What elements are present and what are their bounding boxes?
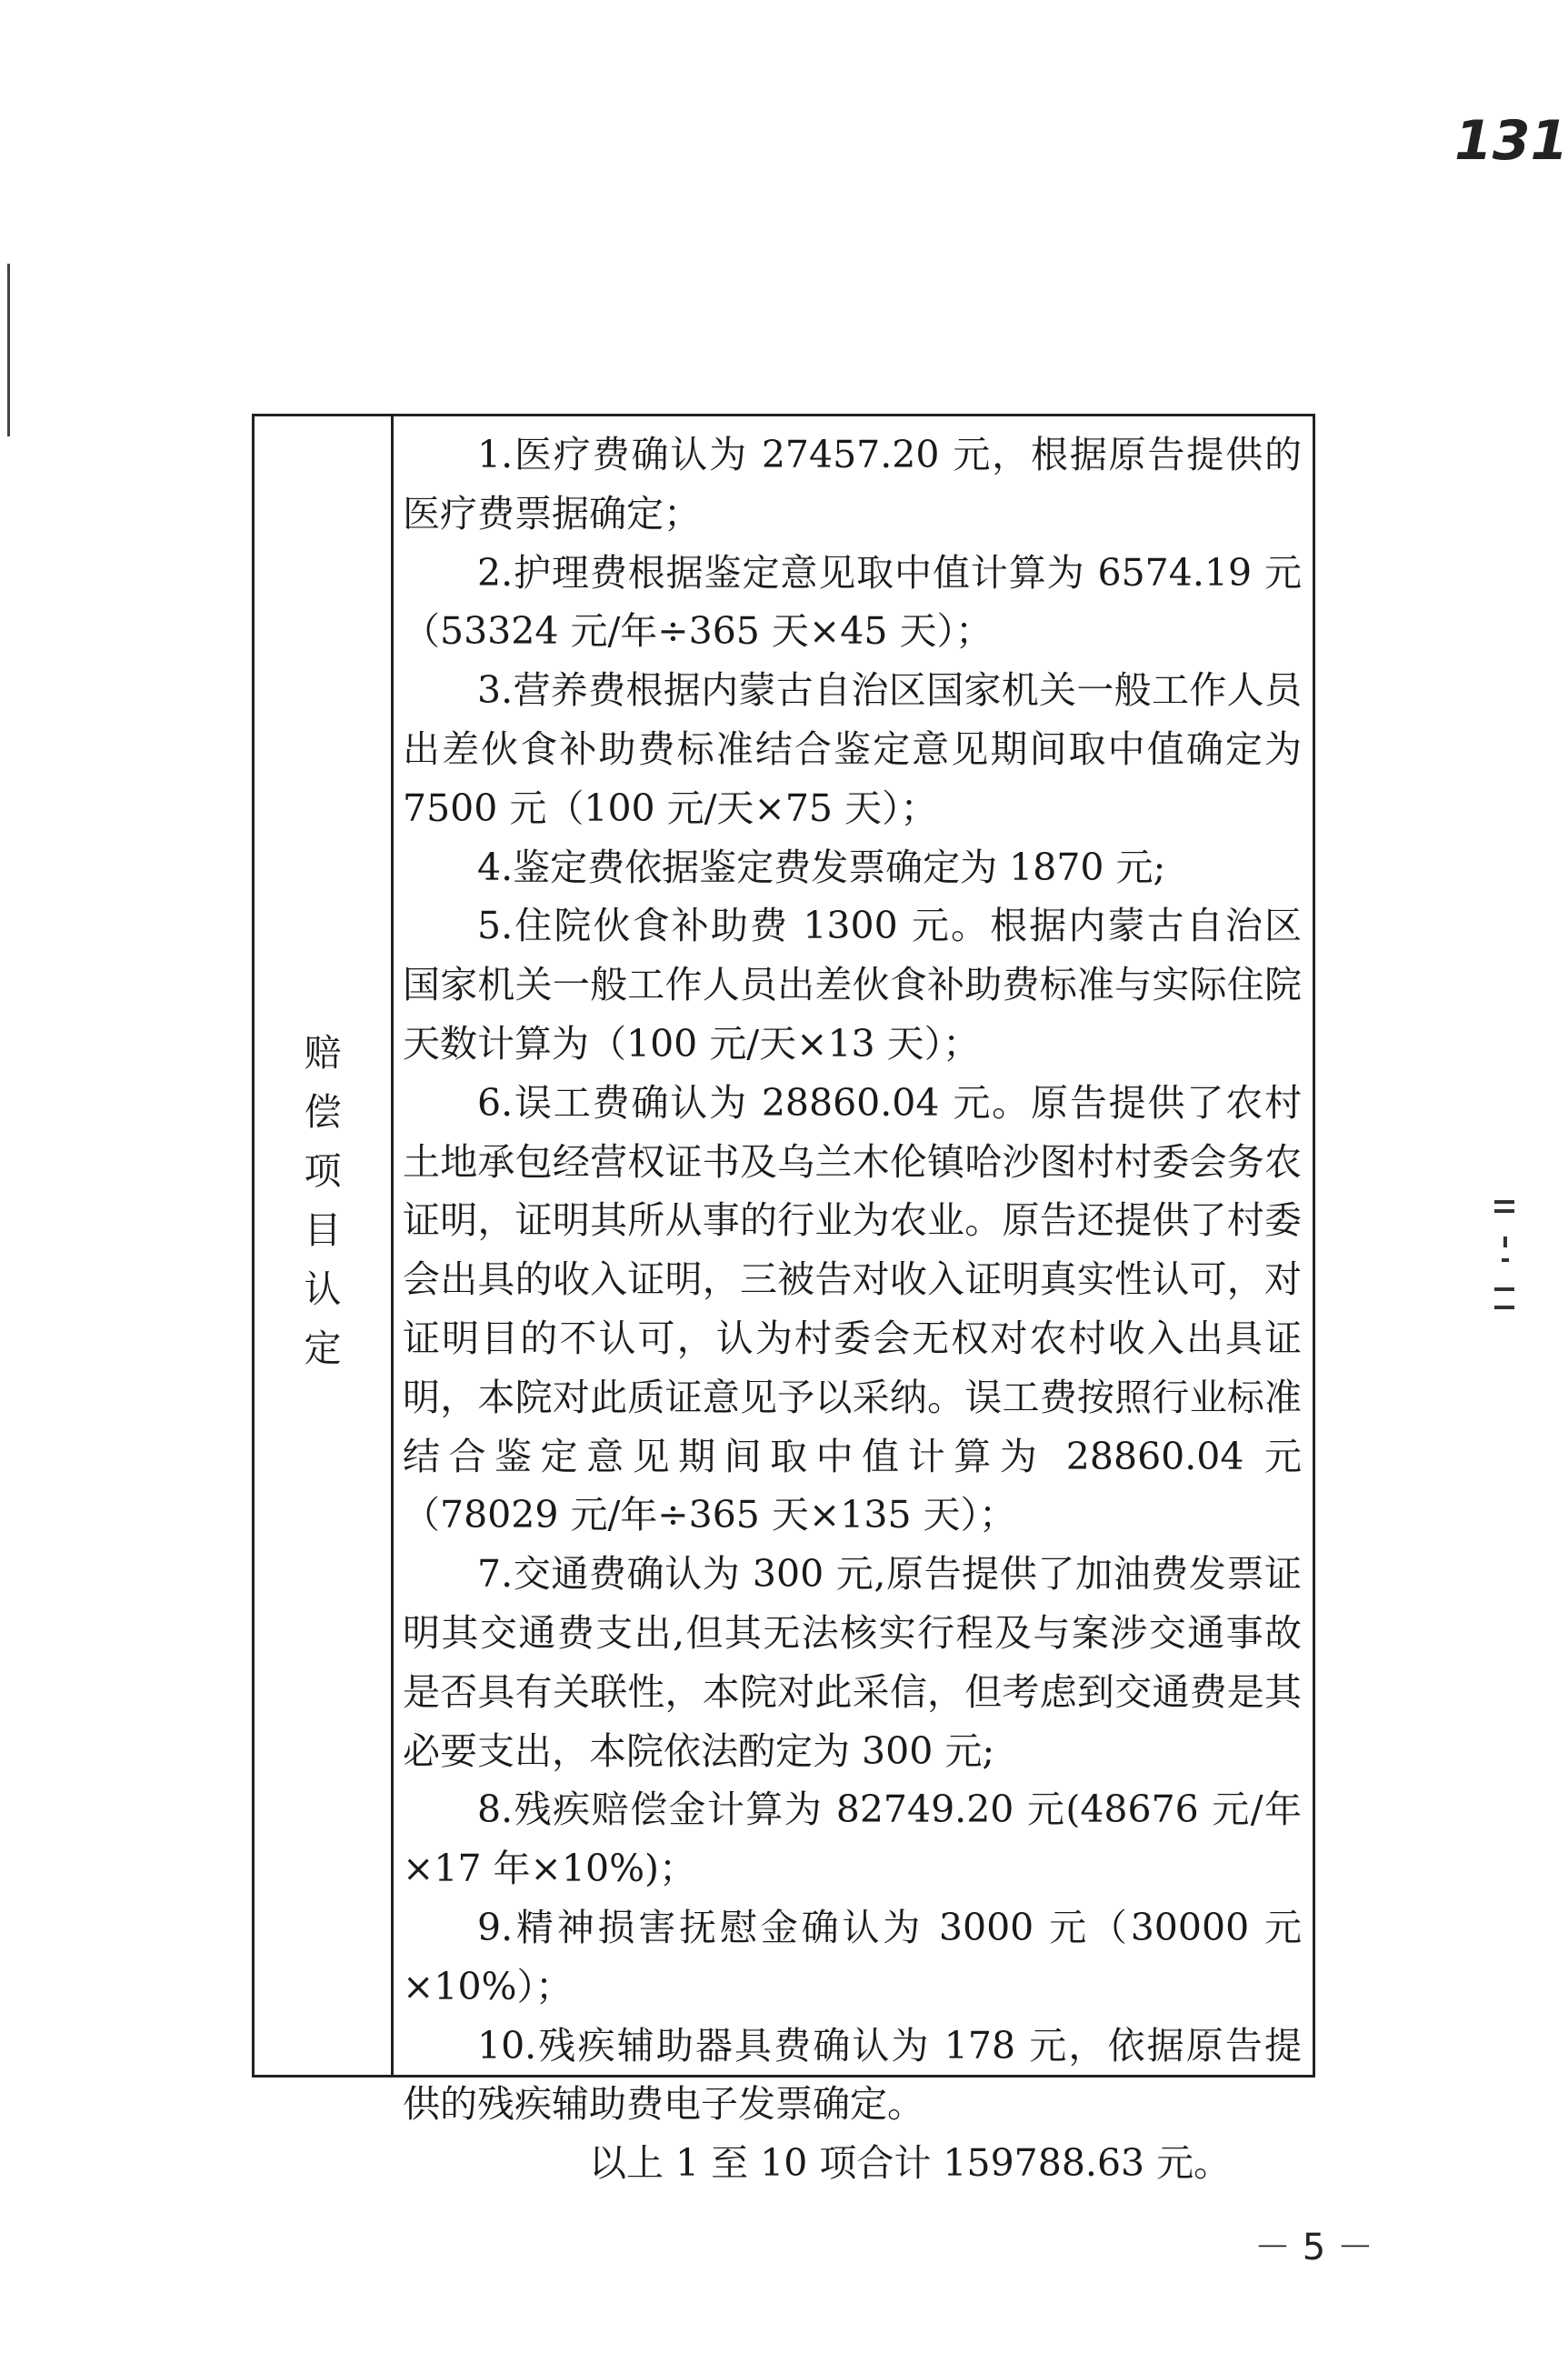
item-transport-fee: 7.交通费确认为 300 元,原告提供了加油费发票证明其交通费支出,但其无法核实行程及与案涉交通事故是否具有关联性，本院对此采信，但考虑到交通费是其必要支出，本院依法酌定为 300 元; xyxy=(403,1552,1302,1773)
table-row-label: 赔 偿 项 目 认 定 xyxy=(304,1031,342,1370)
item-nursing-fee: 2.护理费根据鉴定意见取中值计算为 6574.19 元（53324 元/年÷365 天×45 天）； xyxy=(403,550,1302,654)
table-label-column xyxy=(255,416,394,2075)
item-appraisal-fee: 4.鉴定费依据鉴定费发票确定为 1870 元; xyxy=(477,845,1166,889)
seal-edge-marks xyxy=(1491,1200,1518,1318)
item-medical-fee: 1.医疗费确认为 27457.20 元，根据原告提供的医疗费票据确定； xyxy=(403,433,1302,536)
item-nutrition-fee: 3.营养费根据内蒙古自治区国家机关一般工作人员出差伙食补助费标准结合鉴定意见期间取中值确定为 7500 元（100 元/天×75 天）； xyxy=(403,668,1302,830)
binding-mark xyxy=(7,264,10,436)
table-content-column xyxy=(394,416,1313,2186)
compensation-table xyxy=(252,414,1315,2186)
item-lost-wages: 6.误工费确认为 28860.04 元。原告提供了农村土地承包经营权证书及乌兰木伦镇哈沙图村村委会务农证明，证明其所从事的行业为农业。原告还提供了村委会出具的收入证明，三被告对收入证明真实性认可，对证明目的不认可，认为村委会无权对农村收入出具证明，本院对此质证意见予以采纳。误工费按照行业标准结合鉴定意见期间取中值计算为 28860.04 元（78029 元/年÷365 天×135 天）； xyxy=(403,1080,1302,1537)
item-mental-damages: 9.精神损害抚慰金确认为 3000 元（30000 元×10%）； xyxy=(403,1905,1302,2008)
total-summary: 以上 1 至 10 项合计 159788.63 元。 xyxy=(589,2141,1232,2186)
page-number: － 5 － xyxy=(1254,2227,1373,2268)
item-disability-aids: 10.残疾辅助器具费确认为 178 元，依据原告提供的残疾辅助费电子发票确定。 xyxy=(403,2023,1302,2127)
item-hospital-meal-subsidy: 5.住院伙食补助费 1300 元。根据内蒙古自治区国家机关一般工作人员出差伙食补助费标准与实际住院天数计算为（100 元/天×13 天）； xyxy=(403,904,1302,1066)
handwritten-page-number: 131 xyxy=(1454,109,1568,173)
item-disability-compensation: 8.残疾赔偿金计算为 82749.20 元(48676 元/年×17 年×10%)； xyxy=(403,1787,1302,1891)
